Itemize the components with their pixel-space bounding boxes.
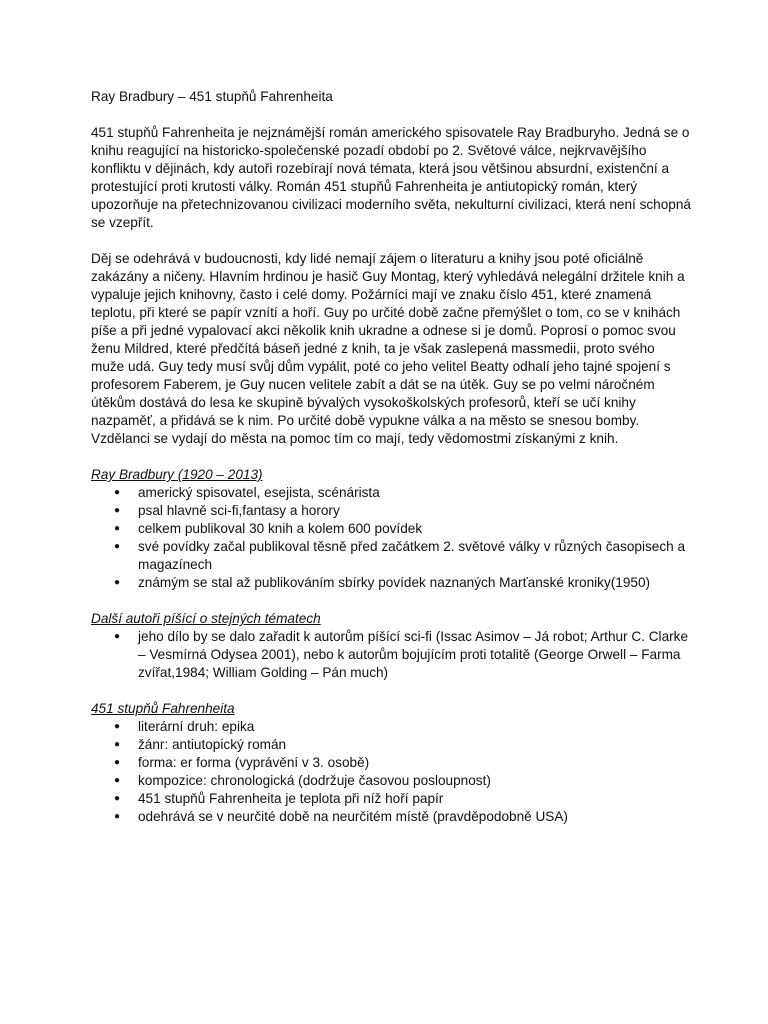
intro-paragraph: 451 stupňů Fahrenheita je nejznámější román amerického spisovatele Ray Bradburyho. Jedná se o knihu reagující na historicko-společenské pozadí období po 2. Světové válce, nejkrvavějšího konfliktu v dějinách, kdy autoři rozebírají nová témata, která jsou většinou absurdní, existenční a protestující proti krutosti války. Román 451 stupňů Fahrenheita je antiutopický román, který upozorňuje na přetechnizovanou civilizaci moderního světa, nekulturní civilizaci, která není schopná se vzepřít. xyxy=(91,125,691,230)
list-item: ● literární druh: epika xyxy=(114,719,255,734)
bullet-list xyxy=(91,484,691,592)
bullet-icon: ● xyxy=(114,811,121,822)
section-book xyxy=(91,700,691,826)
list-item: ● jeho dílo by se dalo zařadit k autorům píšící sci-fi (Issac Asimov – Já robot; Arthur C. Clarke – Vesmírná Odysea 2001), nebo k autorům bojujícím proti totalitě (George Orwell – Farma zvířat,1984; William Golding – Pán much) xyxy=(114,629,689,680)
bullet-icon: ● xyxy=(114,757,121,768)
bullet-list xyxy=(91,718,691,826)
bullet-list xyxy=(91,628,691,682)
document-title: Ray Bradbury – 451 stupňů Fahrenheita xyxy=(91,89,333,104)
section-heading: Další autoři píšící o stejných tématech xyxy=(91,611,321,626)
list-item: ● kompozice: chronologická (dodržuje časovou posloupnost) xyxy=(114,773,491,788)
section-heading: 451 stupňů Fahrenheita xyxy=(91,701,235,716)
bullet-icon: ● xyxy=(114,631,121,642)
section-heading: Ray Bradbury (1920 – 2013) xyxy=(91,467,263,482)
bullet-icon: ● xyxy=(114,541,121,552)
document-page xyxy=(91,88,691,844)
list-item: ● své povídky začal publikoval těsně před začátkem 2. světové války v různých časopisech a magazínech xyxy=(114,539,686,572)
list-item: ● americký spisovatel, esejista, scénárista xyxy=(114,485,380,500)
bullet-icon: ● xyxy=(114,739,121,750)
list-item: ● celkem publikoval 30 knih a kolem 600 povídek xyxy=(114,521,423,536)
plot-paragraph: Děj se odehrává v budoucnosti, kdy lidé nemají zájem o literaturu a knihy jsou poté oficiálně zakázány a ničeny. Hlavním hrdinou je hasič Guy Montag, který vyhledává nelegální držitele knih a vypaluje jejich knihovny, často i celé domy. Požárníci mají ve znaku číslo 451, které znamená teplotu, při které se papír vznítí a hoří. Guy po určité době začne přemýšlet o tom, co se v knihách píše a při jedné vypalovací akci několik knih ukradne a odnese si je domů. Poprosí o pomoc svou ženu Mildred, které předčítá báseň jedné z knih, ta je však zaslepená massmedii, proto svého muže udá. Guy tedy musí svůj dům vypálit, poté co jeho velitel Beatty odhalí jeho tajné spojení s profesorem Faberem, je Guy nucen velitele zabít a dát se na útěk. Guy se po velmi náročném útěkům dostává do lesa ke skupině bývalých vysokoškolských profesorů, kteří se učí knihy nazpaměť, a přidává se k nim. Po určité době vypukne válka a na město se snesou bomby. Vzdělanci se vydají do města na pomoc tím co mají, tedy vědomostmi získanými z knih. xyxy=(91,251,685,446)
list-item: ● psal hlavně sci-fi,fantasy a horory xyxy=(114,503,340,518)
list-item: ● 451 stupňů Fahrenheita je teplota při níž hoří papír xyxy=(114,791,444,806)
list-item: ● žánr: antiutopický román xyxy=(114,737,287,752)
bullet-icon: ● xyxy=(114,505,121,516)
bullet-icon: ● xyxy=(114,487,121,498)
list-item: ● známým se stal až publikováním sbírky povídek naznaných Marťanské kroniky(1950) xyxy=(114,575,651,590)
bullet-icon: ● xyxy=(114,721,121,732)
section-author xyxy=(91,466,691,592)
bullet-icon: ● xyxy=(114,793,121,804)
list-item: ● forma: er forma (vyprávění v 3. osobě) xyxy=(114,755,370,770)
list-item: ● odehrává se v neurčité době na neurčitém místě (pravděpodobně USA) xyxy=(114,809,568,824)
bullet-icon: ● xyxy=(114,577,121,588)
section-other-authors xyxy=(91,610,691,682)
bullet-icon: ● xyxy=(114,523,121,534)
bullet-icon: ● xyxy=(114,775,121,786)
